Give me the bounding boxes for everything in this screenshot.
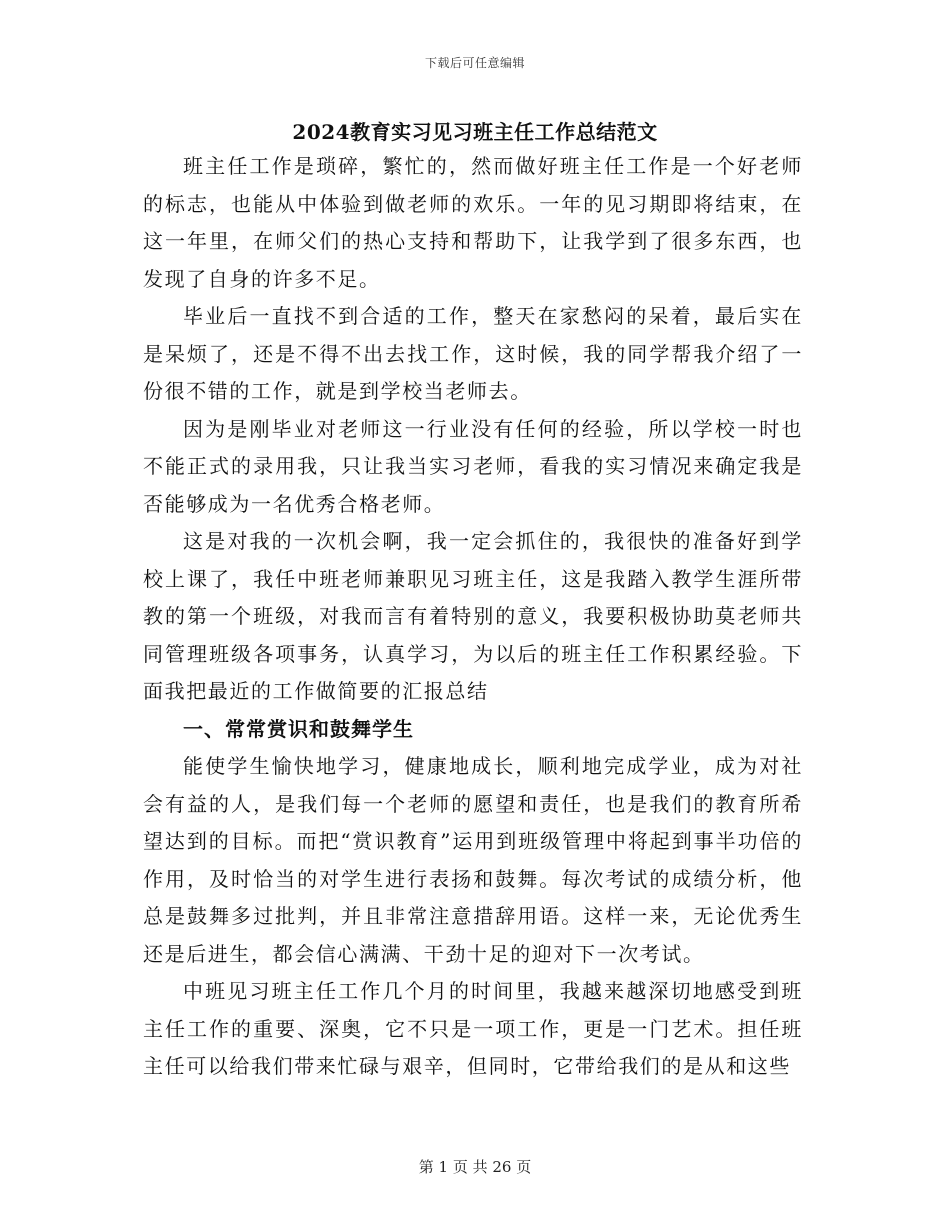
header-note: 下载后可任意编辑 bbox=[424, 56, 525, 70]
paragraph-2: 毕业后一直找不到合适的工作，整天在家愁闷的呆着，最后实在是呆烦了，还是不得不出去找工作，这时候，我的同学帮我介绍了一份很不错的工作，就是到学校当老师去。 bbox=[143, 304, 803, 403]
section-heading: 一、常常赏识和鼓舞学生 bbox=[183, 716, 414, 741]
document-body bbox=[143, 148, 803, 1086]
paragraph-1: 班主任工作是琐碎，繁忙的，然而做好班主任工作是一个好老师的标志，也能从中体验到做老师的欢乐。一年的见习期即将结束，在这一年里，在师父们的热心支持和帮助下，让我学到了很多东西，也发现了自身的许多不足。 bbox=[143, 154, 803, 291]
paragraph-4: 这是对我的一次机会啊，我一定会抓住的，我很快的准备好到学校上课了，我任中班老师兼职见习班主任，这是我踏入教学生涯所带教的第一个班级，对我而言有着特别的意义，我要积极协助莫老师共同管理班级各项事务，认真学习，为以后的班主任工作积累经验。下面我把最近的工作做简要的汇报总结 bbox=[143, 529, 803, 703]
page-number: 第 1 页 共 26 页 bbox=[418, 1158, 532, 1176]
paragraph-6: 中班见习班主任工作几个月的时间里，我越来越深切地感受到班主任工作的重要、深奥，它不只是一项工作，更是一门艺术。担任班主任可以给我们带来忙碌与艰辛，但同时，它带给我们的是从和这些 bbox=[143, 979, 803, 1078]
document-title: 2024教育实习见习班主任工作总结范文 bbox=[292, 120, 658, 144]
paragraph-5: 能使学生愉快地学习，健康地成长，顺利地完成学业，成为对社会有益的人，是我们每一个老师的愿望和责任，也是我们的教育所希望达到的目标。而把“赏识教育”运用到班级管理中将起到事半功倍的作用，及时恰当的对学生进行表扬和鼓舞。每次考试的成绩分析，他总是鼓舞多过批判，并且非常注意措辞用语。这样一来，无论优秀生还是后进生，都会信心满满、干劲十足的迎对下一次考试。 bbox=[143, 754, 803, 966]
paragraph-3: 因为是刚毕业对老师这一行业没有任何的经验，所以学校一时也不能正式的录用我，只让我当实习老师，看我的实习情况来确定我是否能够成为一名优秀合格老师。 bbox=[143, 416, 803, 516]
